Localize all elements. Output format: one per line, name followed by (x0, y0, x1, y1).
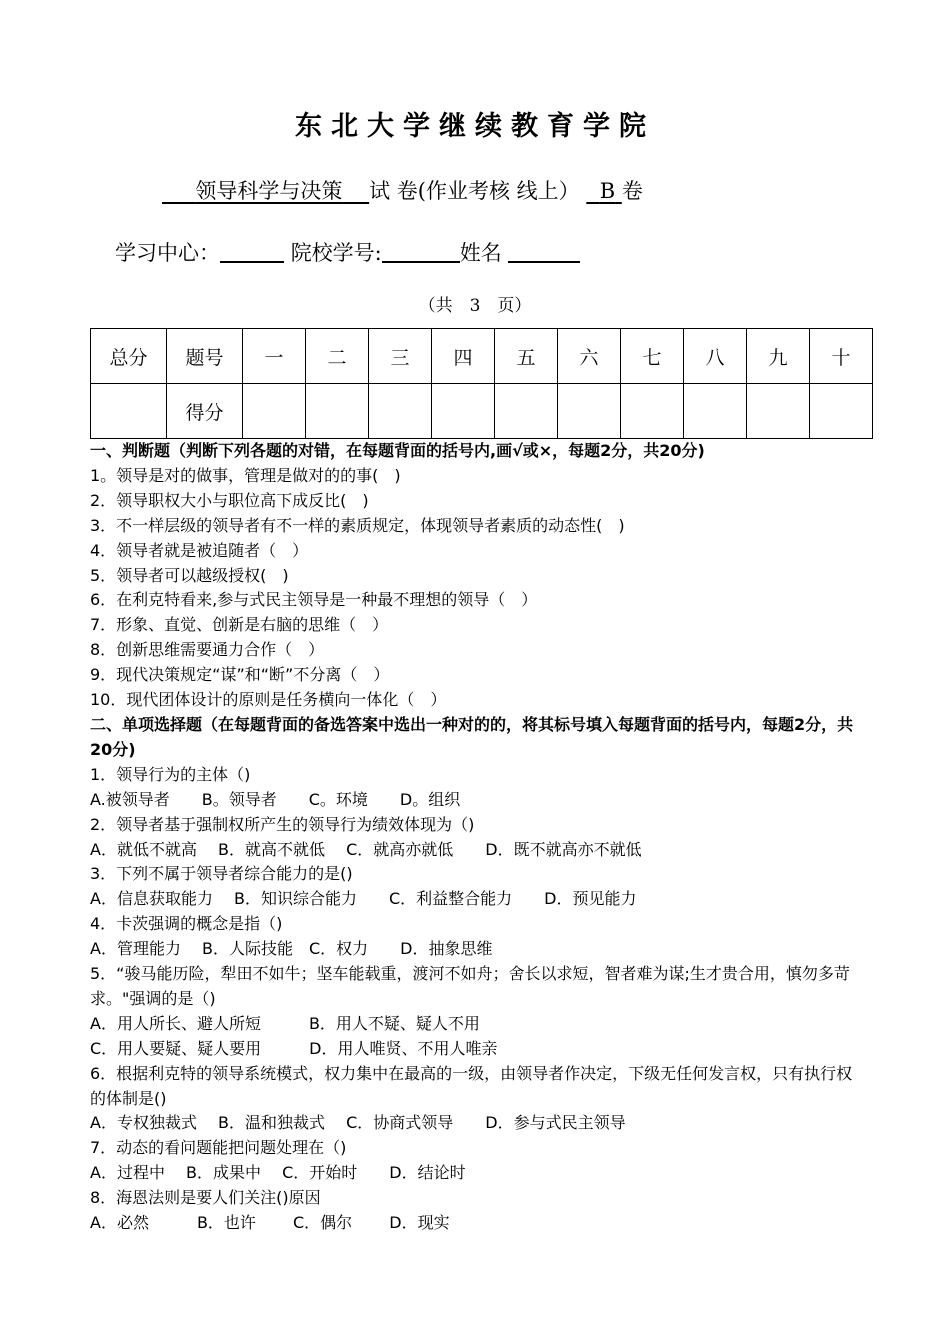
cell-q9: 九 (747, 329, 810, 384)
mc-options: A．管理能力 B．人际技能 C．权力 D．抽象思维 (90, 939, 493, 959)
cell-score-label: 得分 (167, 384, 243, 439)
cell-score-q3[interactable] (369, 384, 432, 439)
section1-heading: 一、判断题（判断下列各题的对错，在每题背面的括号内,画√或×，每题2分，共20分) (90, 441, 705, 460)
mc-question: 4．卡茨强调的概念是指（) (90, 914, 283, 934)
mc-question: 1．领导行为的主体（) (90, 764, 251, 784)
exam-middle-text: 试 卷(作业考核 线上） (369, 179, 580, 203)
tf-question: 1。领导是对的做事，管理是做对的的事( ) (90, 465, 401, 485)
study-center-blank[interactable] (220, 241, 284, 263)
exam-content (90, 439, 865, 1236)
tf-question: 4．领导者就是被追随者（ ） (90, 540, 309, 560)
cell-score-q10[interactable] (810, 384, 873, 439)
mc-options: A．就低不就高 B．就高不就低 C．就高亦就低 D．既不就高亦不就低 (90, 839, 642, 859)
tf-question: 10．现代团体设计的原则是任务横向一体化（ ） (90, 690, 447, 710)
tf-question: 3．不一样层级的领导者有不一样的素质规定，体现领导者素质的动态性( ) (90, 515, 625, 535)
mc-options: A．用人所长、避人所短 B．用人不疑、疑人不用 (90, 1013, 480, 1033)
tf-question: 8．创新思维需要通力合作（ ） (90, 640, 325, 660)
mc-options: A．信息获取能力 B．知识综合能力 C．利益整合能力 D．预见能力 (90, 889, 637, 909)
cell-q2: 二 (306, 329, 369, 384)
cell-q10: 十 (810, 329, 873, 384)
mc-options: A．专权独裁式 B．温和独裁式 C．协商式领导 D．参与式民主领导 (90, 1113, 626, 1133)
cell-q7: 七 (621, 329, 684, 384)
paper-version-underline (586, 179, 621, 203)
mc-question: 5．“骏马能历险，犁田不如牛；坚车能载重，渡河不如舟；舍长以求短，智者难为谋;生才贵合用，慎勿多苛求。"强调的是（) (90, 964, 850, 1008)
paper-suffix: 卷 (621, 179, 643, 203)
mc-options: A.被领导者 B。领导者 C。环境 D。组织 (90, 789, 461, 809)
course-name-underline (162, 179, 369, 203)
cell-total-score: 总分 (91, 329, 167, 384)
cell-q6: 六 (558, 329, 621, 384)
cell-score-q1[interactable] (243, 384, 306, 439)
student-info-line (115, 237, 580, 267)
score-table-header-row (91, 329, 873, 384)
score-table (90, 328, 873, 439)
name-blank[interactable] (508, 241, 580, 263)
mc-options: C．用人要疑、疑人要用 D．用人唯贤、不用人唯亲 (90, 1038, 498, 1058)
mc-question: 3．下列不属于领导者综合能力的是() (90, 864, 353, 884)
cell-q3: 三 (369, 329, 432, 384)
cell-score-q2[interactable] (306, 384, 369, 439)
student-id-label: 院校学号: (290, 241, 382, 265)
name-label: 姓名 (459, 241, 502, 265)
study-center-label: 学习中心： (115, 241, 220, 265)
paper-version: B (599, 179, 616, 203)
cell-score-q5[interactable] (495, 384, 558, 439)
tf-question: 7．形象、直觉、创新是右脑的思维（ ） (90, 615, 389, 635)
cell-score-q9[interactable] (747, 384, 810, 439)
tf-question: 6．在利克特看来,参与式民主领导是一种最不理想的领导（ ） (90, 590, 538, 610)
cell-question-number: 题号 (167, 329, 243, 384)
cell-score-q8[interactable] (684, 384, 747, 439)
mc-question: 2．领导者基于强制权所产生的领导行为绩效体现为（) (90, 814, 475, 834)
mc-question: 7．动态的看问题能把问题处理在（) (90, 1138, 347, 1158)
course-name: 领导科学与决策 (195, 179, 343, 203)
cell-score-q4[interactable] (432, 384, 495, 439)
student-id-blank[interactable] (382, 241, 460, 263)
mc-question: 8．海恩法则是要人们关注()原因 (90, 1188, 321, 1208)
score-table-score-row (91, 384, 873, 439)
cell-q1: 一 (243, 329, 306, 384)
exam-subtitle (162, 175, 643, 205)
mc-options: A．过程中 B．成果中 C．开始时 D．结论时 (90, 1163, 466, 1183)
cell-total-score-value[interactable] (91, 384, 167, 439)
institution-title: 东北大学继续教育学院 (295, 111, 655, 142)
mc-question: 6．根据利克特的领导系统模式，权力集中在最高的一级，由领导者作决定，下级无任何发言权，只有执行权的体制是() (90, 1063, 853, 1108)
tf-question: 2．领导职权大小与职位高下成反比( ) (90, 490, 369, 510)
cell-q4: 四 (432, 329, 495, 384)
page-count-note: （共 3 页） (418, 296, 532, 316)
tf-question: 9．现代决策规定“谋”和“断”不分离（ ） (90, 665, 390, 685)
cell-q5: 五 (495, 329, 558, 384)
cell-score-q6[interactable] (558, 384, 621, 439)
tf-question: 5．领导者可以越级授权( ) (90, 565, 289, 585)
cell-score-q7[interactable] (621, 384, 684, 439)
mc-options: A．必然 B．也许 C．偶尔 D．现实 (90, 1213, 450, 1233)
section2-heading: 二、单项选择题（在每题背面的备选答案中选出一种对的的，将其标号填入每题背面的括号内，每题2分，共20分) (90, 714, 854, 759)
cell-q8: 八 (684, 329, 747, 384)
